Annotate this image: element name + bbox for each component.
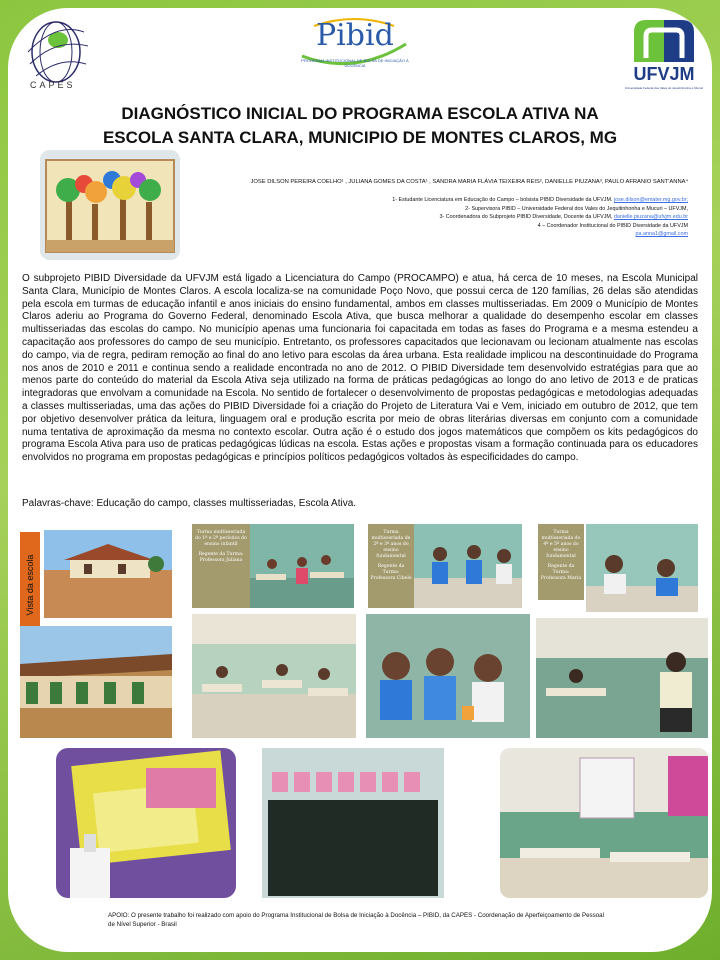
class-1-photo-b [192,614,356,738]
abstract-text: O subprojeto PIBID Diversidade da UFVJM está ligado a Licenciatura do Campo (PROCAMPO) e atua, há cerca de 10 meses, na Escola Municipal Santa Clara, Município de Montes Claros. A escola localiza-se na comunidade Poço Novo, que possui cerca de 120 famílias, 26 delas são atendidas pela escola em turmas de educação infantil e anos iniciais do ensino fundamental, ambos em classes multisseriadas. Em 2009 o Município de Montes Claros aderiu ao Programa do Governo Federal, denominado Escola Ativa, que busca melhorar a qualidade do desempenho escolar em classes multisseriadas das escolas do campo. No município apenas uma funcionaria foi capacitada em todas as fases do Programa e a mesma estendeu a capacitação aos professores do campo de seu município. Entretanto, os professores capacitados que lecionavam ou lecionam atualmente nas escolas do campo, via de regra, pediram remoção ao final do ano letivo para escolas da área urbana. Esta realidade implicou na descontinuidade do Programa nos anos de 2010 e 2011 e continua sendo a realidade encontrada no ano de 2012. O PIBID Diversidade tem desenvolvido estratégias para que ao menos parte do conteúdo do material da Escola Ativa seja utilizado na forma de práticas pedagógicas ao longo do ano letivo de 2013 e de praticas integradoras que envolvam a comunidade na Escola. No sentido de fortalecer o desenvolvimento de propostas pedagógicas e metodologias adequadas a classes multisseriadas, uma das ações do PIBID Diversidade foi a criação do Projeto de Literatura Vai e Vem, iniciado em outubro de 2012, que tem por objetivo desenvolver prática da leitura, linguagem oral e produção escrita por meio de obras literárias diversas em conjunto com a comunidade numa tentativa de aproximação da mesma no contexto escolar. Outra ação é o estudo dos jogos matemáticos que compõem os kits pedagógicos do programa Escola Ativa para uso de praticas pedagógicas lúdicas na escola. Estas ações e propostas visam a formação continuada para os educadores envolvidos no programa em propostas pedagógicas e princípios políticos pedagógicos voltados às especificidades do campo. [22,273,698,464]
affiliation-5 [188,230,688,239]
ufvjm-logo [616,14,712,90]
handprint-tree-photo [40,150,180,260]
class-2-caption [368,524,414,608]
pibid-logo [294,14,414,82]
class-3-photo-b [536,618,708,738]
pibid-logo-subtitle: PROGRAMA INSTITUCIONAL DE BOLSA DE INICIAÇÃO À DOCÊNCIA [301,58,409,68]
class-3-photo-a [586,524,698,612]
class-1-caption [192,524,250,608]
class-2-caption-group: Turma multisseriada de 2º e 3º anos do ensino fundamental [371,530,411,559]
vista-da-escola-text: Vista da escola [25,554,35,616]
school-exterior-photo-2 [20,626,172,738]
affiliation-4 [188,222,688,231]
affiliation-1-email-link[interactable]: jose.dilson@emater.mg.gov.br; [614,197,688,203]
materials-bin-photo [56,748,236,898]
school-exterior-photo-1 [44,530,172,618]
chalkboard-photo [262,748,444,898]
affiliation-4-text: 4 – Coordenador Institucional do PIBID Diversidade da UFVJM [537,222,688,229]
class-2-photo-b [366,614,530,738]
class-3-caption-teacher: Regente da Turma: Professora Maria [540,564,582,581]
class-1-caption-teacher: Regente da Turma: Professora Juliana [198,552,244,563]
affiliation-3 [188,213,688,222]
ufvjm-logo-subtitle: Universidade Federal dos Vales do Jequitinhonha e Mucuri [624,86,704,90]
affiliation-2 [188,205,688,214]
class-1-photo-a [250,524,354,608]
affiliation-5-email-link[interactable]: pa.anna1@gmail.com [635,231,688,238]
pibid-logo-word: Pibid [316,18,394,53]
affiliations [188,196,688,239]
affiliation-3-email-link[interactable]: danielle.piuzana@ufvjm.edu.br [613,214,688,221]
title-line-2: ESCOLA SANTA CLARA, MUNICIPIO DE MONTES CLAROS, MG [102,128,618,147]
class-3-caption-group: Turma multisseriada do 4º e 5º anos do ensino fundamental [541,530,581,559]
keywords: Palavras-chave: Educação do campo, classes multisseriadas, Escola Ativa. [22,498,357,509]
class-2-caption-teacher: Regente da Turma: Professora Cibele [370,564,412,581]
title-line-1: DIAGNÓSTICO INICIAL DO PROGRAMA ESCOLA ATIVA NA [121,104,599,123]
class-2-photo-a [414,524,522,608]
ufvjm-logo-word: UFVJM [633,64,695,84]
class-1-caption-group: Turma multisseriada do 1º e 2º períodos do ensino infantil [195,530,247,547]
support-footer: APOIO: O presente trabalho foi realizado com apoio do Programa Institucional de Bolsa de Iniciação à Docência – PIBID, da CAPES - Coordenação de Aperfeiçoamento de Pessoal de Nível Superior - Brasil [108,912,604,928]
affiliation-1 [188,196,688,205]
affiliation-3-text: 3- Coordenadora do Subprojeto PIBID Diversidade, Docente da UFVJM, [439,214,613,221]
affiliation-1-text: 1- Estudante Licenciatura em Educação do Campo – bolsista PIBID Diversidade da UFVJM. [392,197,613,203]
empty-classroom-photo [500,748,708,898]
poster-title [40,102,680,150]
authors-line: JOSE DILSON PEREIRA COELHO¹ , JULIANA GOMES DA COSTA¹ , SANDRA MARIA FLÁVIA TEIXEIRA REIS², DANIELLE PIUZANA³, PAULO AFRANIO SANT'ANNA⁴ [250,179,688,185]
class-3-caption [538,524,584,600]
capes-logo-text: CAPES [30,80,76,90]
affiliation-2-text: 2- Supervisora PIBID – Universidade Federal dos Vales do Jequitinhonha e Mucuri – UFVJM, [465,205,688,212]
